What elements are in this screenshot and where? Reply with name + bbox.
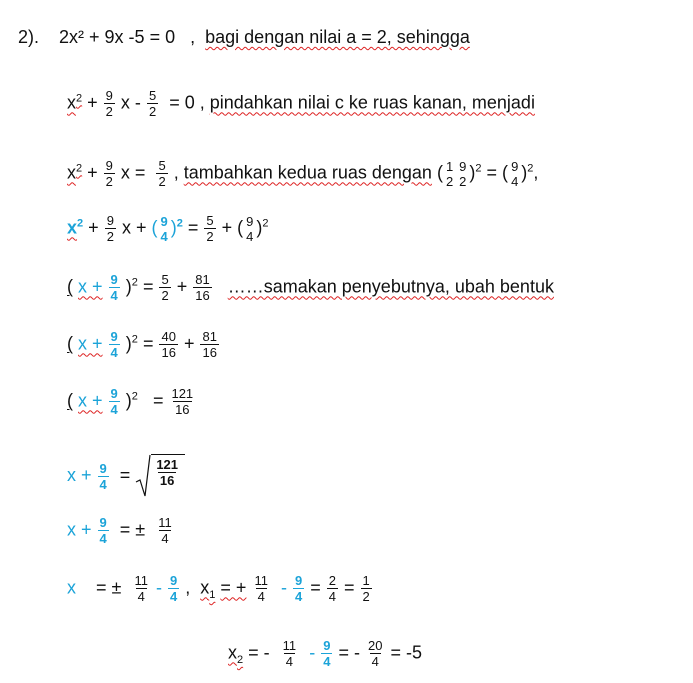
fraction: $\frac{9}{4}$ xyxy=(99,515,107,546)
fraction: $\frac{5}{2}$ xyxy=(158,158,166,189)
line-6: ( x + $\frac{9}{4}$ )$^2$ = $\frac{40}{16}$ + $\frac{81}{16}$ xyxy=(67,329,217,360)
line-1: 2). 2x² + 9x -5 = 0 , bagi dengan nilai a = 2, sehingga xyxy=(18,27,470,47)
fraction: 1 2 xyxy=(445,158,454,189)
problem-number: 2). xyxy=(18,27,40,47)
fraction: $\frac{9}{4}$ xyxy=(99,460,107,492)
fraction: $\frac{81}{16}$ xyxy=(202,329,217,360)
instruction-text: bagi dengan nilai a = 2, sehingga xyxy=(205,27,470,47)
line-9: x + $\frac{9}{4}$ = ± $\frac{11}{4}$ xyxy=(67,515,172,546)
line-8: x + $\frac{9}{4}$ = $\frac{121}{16}$ xyxy=(67,454,185,498)
equation: 2x² + 9x -5 = 0 xyxy=(59,27,176,47)
line-4: $x^2$ + $\frac{9}{2}$ x + ( 9 4 )$^2$ = $\frac{5}{2}$ + ( 9 4 )$^2$ xyxy=(67,213,269,244)
line-7: ( x + $\frac{9}{4}$ )$^2$ = $\frac{121}{16}$ xyxy=(67,386,194,417)
instruction-text: pindahkan nilai c ke ruas kanan, menjadi xyxy=(209,92,535,113)
fraction: $\frac{9}{2}$ xyxy=(106,213,114,244)
fraction: $\frac{9}{4}$ xyxy=(110,329,118,360)
fraction: $\frac{5}{2}$ xyxy=(161,272,169,303)
fraction: $\frac{5}{2}$ xyxy=(206,213,214,244)
fraction: $\frac{1}{2}$ xyxy=(362,573,370,604)
radical-sign-icon xyxy=(135,454,151,498)
fraction: $\frac{11}{4}$ xyxy=(158,515,172,546)
instruction-text: ……samakan penyebutnya, ubah bentuk xyxy=(227,276,554,297)
fraction: $\frac{5}{2}$ xyxy=(148,88,157,119)
fraction: $\frac{9}{4}$ xyxy=(110,386,118,417)
fraction: $\frac{121}{16}$ xyxy=(171,386,194,417)
line-11: $x_2$ = - $\frac{11}{4}$ - $\frac{9}{4}$ = - $\frac{20}{4}$ = -5 xyxy=(228,638,422,669)
fraction: 9 4 xyxy=(160,213,168,244)
fraction: $\frac{9}{2}$ xyxy=(105,88,113,119)
fraction: $\frac{9}{2}$ xyxy=(105,158,113,189)
fraction: $\frac{9}{4}$ xyxy=(110,272,118,303)
fraction: 9 2 xyxy=(459,158,467,189)
fraction: $\frac{2}{4}$ xyxy=(328,573,336,604)
line-5: ( x + $\frac{9}{4}$ )$^2$ = $\frac{5}{2}$ + $\frac{81}{16}$ ……samakan penyebutnya, ubah bentuk xyxy=(67,272,554,303)
fraction: $\frac{9}{4}$ xyxy=(323,638,331,669)
fraction: $\frac{9}{4}$ xyxy=(169,573,178,604)
square-root xyxy=(135,454,185,498)
fraction: $\frac{40}{16}$ xyxy=(161,329,176,360)
fraction: 9 4 xyxy=(246,213,254,244)
line-2: $x^2$ + $\frac{9}{2}$ x - $\frac{5}{2}$ = 0 , pindahkan nilai c ke ruas kanan, menjadi xyxy=(67,88,535,119)
fraction: $\frac{9}{4}$ xyxy=(294,573,303,604)
fraction: $\frac{11}{4}$ xyxy=(254,573,268,604)
fraction: $\frac{121}{16}$ xyxy=(156,457,179,488)
instruction-text: tambahkan kedua ruas dengan xyxy=(183,162,432,183)
fraction: 9 4 xyxy=(511,158,519,189)
line-10: x = ± $\frac{11}{4}$ - $\frac{9}{4}$ , $x_1$ = + $\frac{11}{4}$ - $\frac{9}{4}$ = $\frac{2}{4}$ = $\frac{1}{2}$ xyxy=(67,573,370,604)
fraction: $\frac{11}{4}$ xyxy=(282,638,297,669)
fraction: $\frac{11}{4}$ xyxy=(134,573,148,604)
fraction: $\frac{81}{16}$ xyxy=(195,272,210,303)
line-3: $x^2$ + $\frac{9}{2}$ x = $\frac{5}{2}$ , tambahkan kedua ruas dengan ( 1 2 9 2 )$^2$ = ( 9 4 )$^2$, xyxy=(67,158,539,189)
fraction: $\frac{20}{4}$ xyxy=(367,638,383,669)
